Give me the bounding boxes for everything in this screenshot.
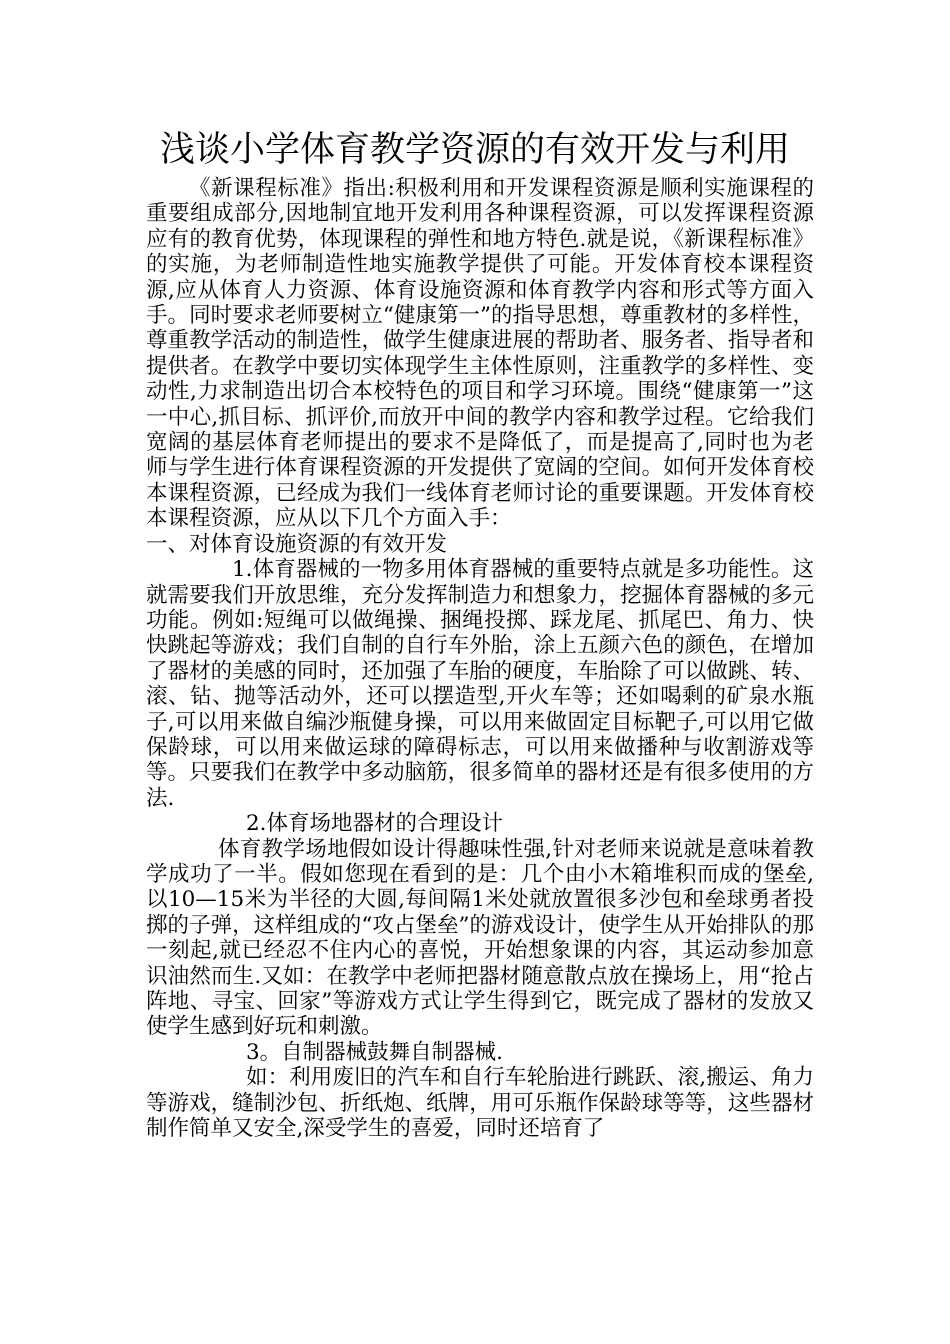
item-paragraph-1: 1.体育器械的一物多用体育器械的重要特点就是多功能性。这就需要我们开放思维，充分发挥制造力和想象力，挖掘体育器械的多元功能。例如:短绳可以做绳操、捆绳投掷、踩龙尾、抓尾巴、角力、快快跳起等游戏；我们自制的自行车外胎，涂上五颜六色的颜色，在增加了器材的美感的同时，还加强了车胎的硬度，车胎除了可以做跳、转、滚、钻、抛等活动外，还可以摆造型,开火车等；还如喝剩的矿泉水瓶子,可以用来做自编沙瓶健身操，可以用来做固定目标靶子,可以用它做保龄球，可以用来做运球的障碍标志，可以用来做播种与收割游戏等等。只要我们在教学中多动脑筋，很多简单的器材还是有很多使用的方法. bbox=[146, 557, 814, 811]
document-title: 浅谈小学体育教学资源的有效开发与利用 bbox=[159, 130, 790, 170]
section-heading: 一、对体育设施资源的有效开发 bbox=[146, 531, 448, 557]
item-paragraph-3: 如：利用废旧的汽车和自行车轮胎进行跳跃、滚,搬运、角力等游戏，缝制沙包、折纸炮、纸牌，用可乐瓶作保龄球等等，这些器材制作简单又安全,深受学生的喜爱，同时还培育了 bbox=[146, 1065, 814, 1142]
item-heading-3: 3。自制器械鼓舞自制器械. bbox=[246, 1039, 504, 1065]
document-body bbox=[146, 176, 814, 1141]
item-paragraph-2: 体育教学场地假如设计得趣味性强,针对老师来说就是意味着教学成功了一半。假如您现在看到的是：几个由小木箱堆积而成的堡垒,以10—15米为半径的大圆,每间隔1米处就放置很多沙包和垒球勇者投掷的子弹，这样组成的“攻占堡垒”的游戏设计，使学生从开始排队的那一刻起,就已经忍不住内心的喜悦，开始想象课的内容，其运动参加意识油然而生.又如：在教学中老师把器材随意散点放在操场上，用“抢占阵地、寻宝、回家”等游戏方式让学生得到它，既完成了器材的发放又使学生感到好玩和刺激。 bbox=[146, 836, 814, 1040]
intro-paragraph: 《新课程标准》指出:积极利用和开发课程资源是顺利实施课程的重要组成部分,因地制宜地开发利用各种课程资源，可以发挥课程资源应有的教育优势，体现课程的弹性和地方特色.就是说，《新课程标准》的实施，为老师制造性地实施教学提供了可能。开发体育校本课程资源,应从体育人力资源、体育设施资源和体育教学内容和形式等方面入手。同时要求老师要树立“健康第一”的指导思想，尊重教材的多样性，尊重教学活动的制造性，做学生健康进展的帮助者、服务者、指导者和提供者。在教学中要切实体现学生主体性原则，注重教学的多样性、变动性,力求制造出切合本校特色的项目和学习环境。围绕“健康第一”这一中心,抓目标、抓评价,而放开中间的教学内容和教学过程。它给我们宽阔的基层体育老师提出的要求不是降低了，而是提高了,同时也为老师与学生进行体育课程资源的开发提供了宽阔的空间。如何开发体育校本课程资源，已经成为我们一线体育老师讨论的重要课题。开发体育校本课程资源，应从以下几个方面入手： bbox=[146, 176, 814, 532]
item-heading-2: 2.体育场地器材的合理设计 bbox=[246, 811, 504, 837]
